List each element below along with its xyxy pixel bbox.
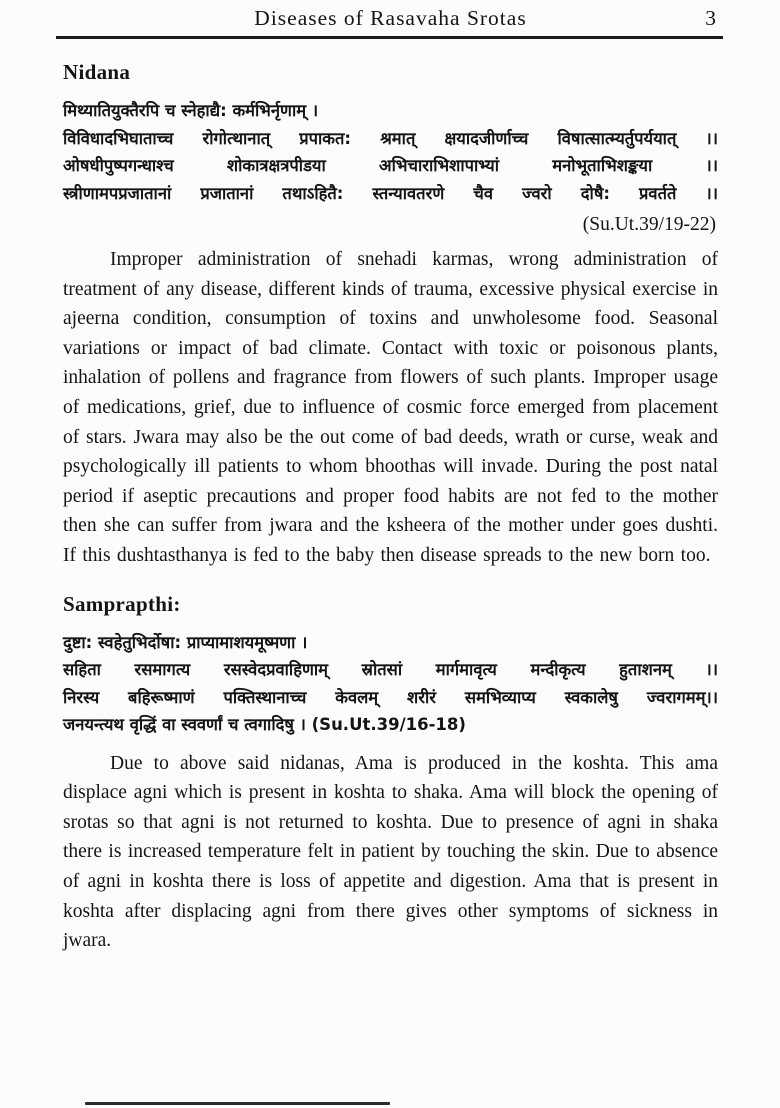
section-heading-nidana: Nidana bbox=[63, 60, 131, 84]
verse-citation: (Su.Ut.39/19-22) bbox=[582, 214, 716, 235]
sanskrit-verse-line: दुष्टा: स्वहेतुभिर्दोषा: प्राप्यामाशयमूष्मणा । bbox=[63, 632, 308, 652]
sanskrit-verse-line: सहिता रसमागत्य रसस्वेदप्रवाहिणाम् स्रोतसां मार्गमावृत्य मन्दीकृत्य हुताशनम् ।। bbox=[63, 660, 718, 680]
sanskrit-verse-line: निरस्य बहिरूष्माणं पक्तिस्थानाच्च केवलम् शरीरं समभिव्याप्य स्वकालेषु ज्वरागमम्।। bbox=[63, 687, 718, 707]
section-heading-samprapthi: Samprapthi: bbox=[63, 591, 181, 616]
sanskrit-verse-line: विविधादभिघाताच्च रोगोत्थानात् प्रपाकत: श्रमात् क्षयादजीर्णाच्च विषात्सात्म्यर्तुपर्ययात् ।। bbox=[63, 128, 718, 148]
samprapthi-paragraph: Due to above said nidanas, Ama is produced in the koshta. This ama displace agni which is present in koshta to shaka. Ama will block the opening of srotas so that agni is not returned to koshta. Due to presence of agni in shaka there is increased temperature felt in patient by touching the skin. Due to absence of agni in koshta there is loss of appetite and digestion. Ama that is present in koshta after displacing agni from there gives other symptoms of sickness in jwara. bbox=[63, 752, 718, 952]
nidana-sanskrit-verses bbox=[63, 97, 718, 207]
nidana-paragraph: Improper administration of snehadi karmas, wrong administration of treatment of any disease, different kinds of trauma, excessive physical exercise in ajeerna condition, consumption of toxins and unwholesome food. Seasonal variations or impact of bad climate. Contact with toxic or poisonous plants, inhalation of pollens and fragrance from flowers of such plants. Improper usage of medications, grief, due to influence of cosmic force emerged from placement of stars. Jwara may also be the out come of bad deeds, wrath or curse, weak and psychologically ill patients to whom bhoothas will invade. During the post natal period if aseptic precautions and proper food habits are not fed to the mother then she can suffer from jwara and the ksheera of the mother under goes dushti. If this dushtasthanya is fed to the baby then disease spreads to the new born too. bbox=[63, 249, 718, 566]
page-edge-mark bbox=[85, 1102, 390, 1105]
sanskrit-verse-line: स्त्रीणामपप्रजातानां प्रजातानां तथाऽहितै: स्तन्यावतरणे चैव ज्वरो दोषै: प्रवर्तते ।। bbox=[63, 183, 718, 203]
running-head-title: Diseases of Rasavaha Srotas bbox=[254, 6, 527, 30]
sanskrit-verse-line-with-citation: जनयन्त्यथ वृद्धिं वा स्ववर्णां च त्वगादिषु । (Su.Ut.39/16-18) bbox=[63, 715, 466, 735]
page-body bbox=[63, 60, 718, 956]
page-number: 3 bbox=[705, 6, 716, 30]
page-header bbox=[63, 4, 718, 39]
running-head bbox=[63, 4, 718, 36]
samprapthi-sanskrit-verses bbox=[63, 629, 718, 739]
sanskrit-verse-line: ओषधीपुष्पगन्धाश्च शोकात्रक्षत्रपीडया अभिचाराभिशापाभ्यां मनोभूताभिशङ्कया ।। bbox=[63, 156, 718, 175]
header-rule bbox=[56, 36, 723, 39]
sanskrit-verse-line: मिथ्यातियुक्तैरपि च स्नेहाद्यै: कर्मभिर्नृणाम् । bbox=[63, 101, 319, 120]
